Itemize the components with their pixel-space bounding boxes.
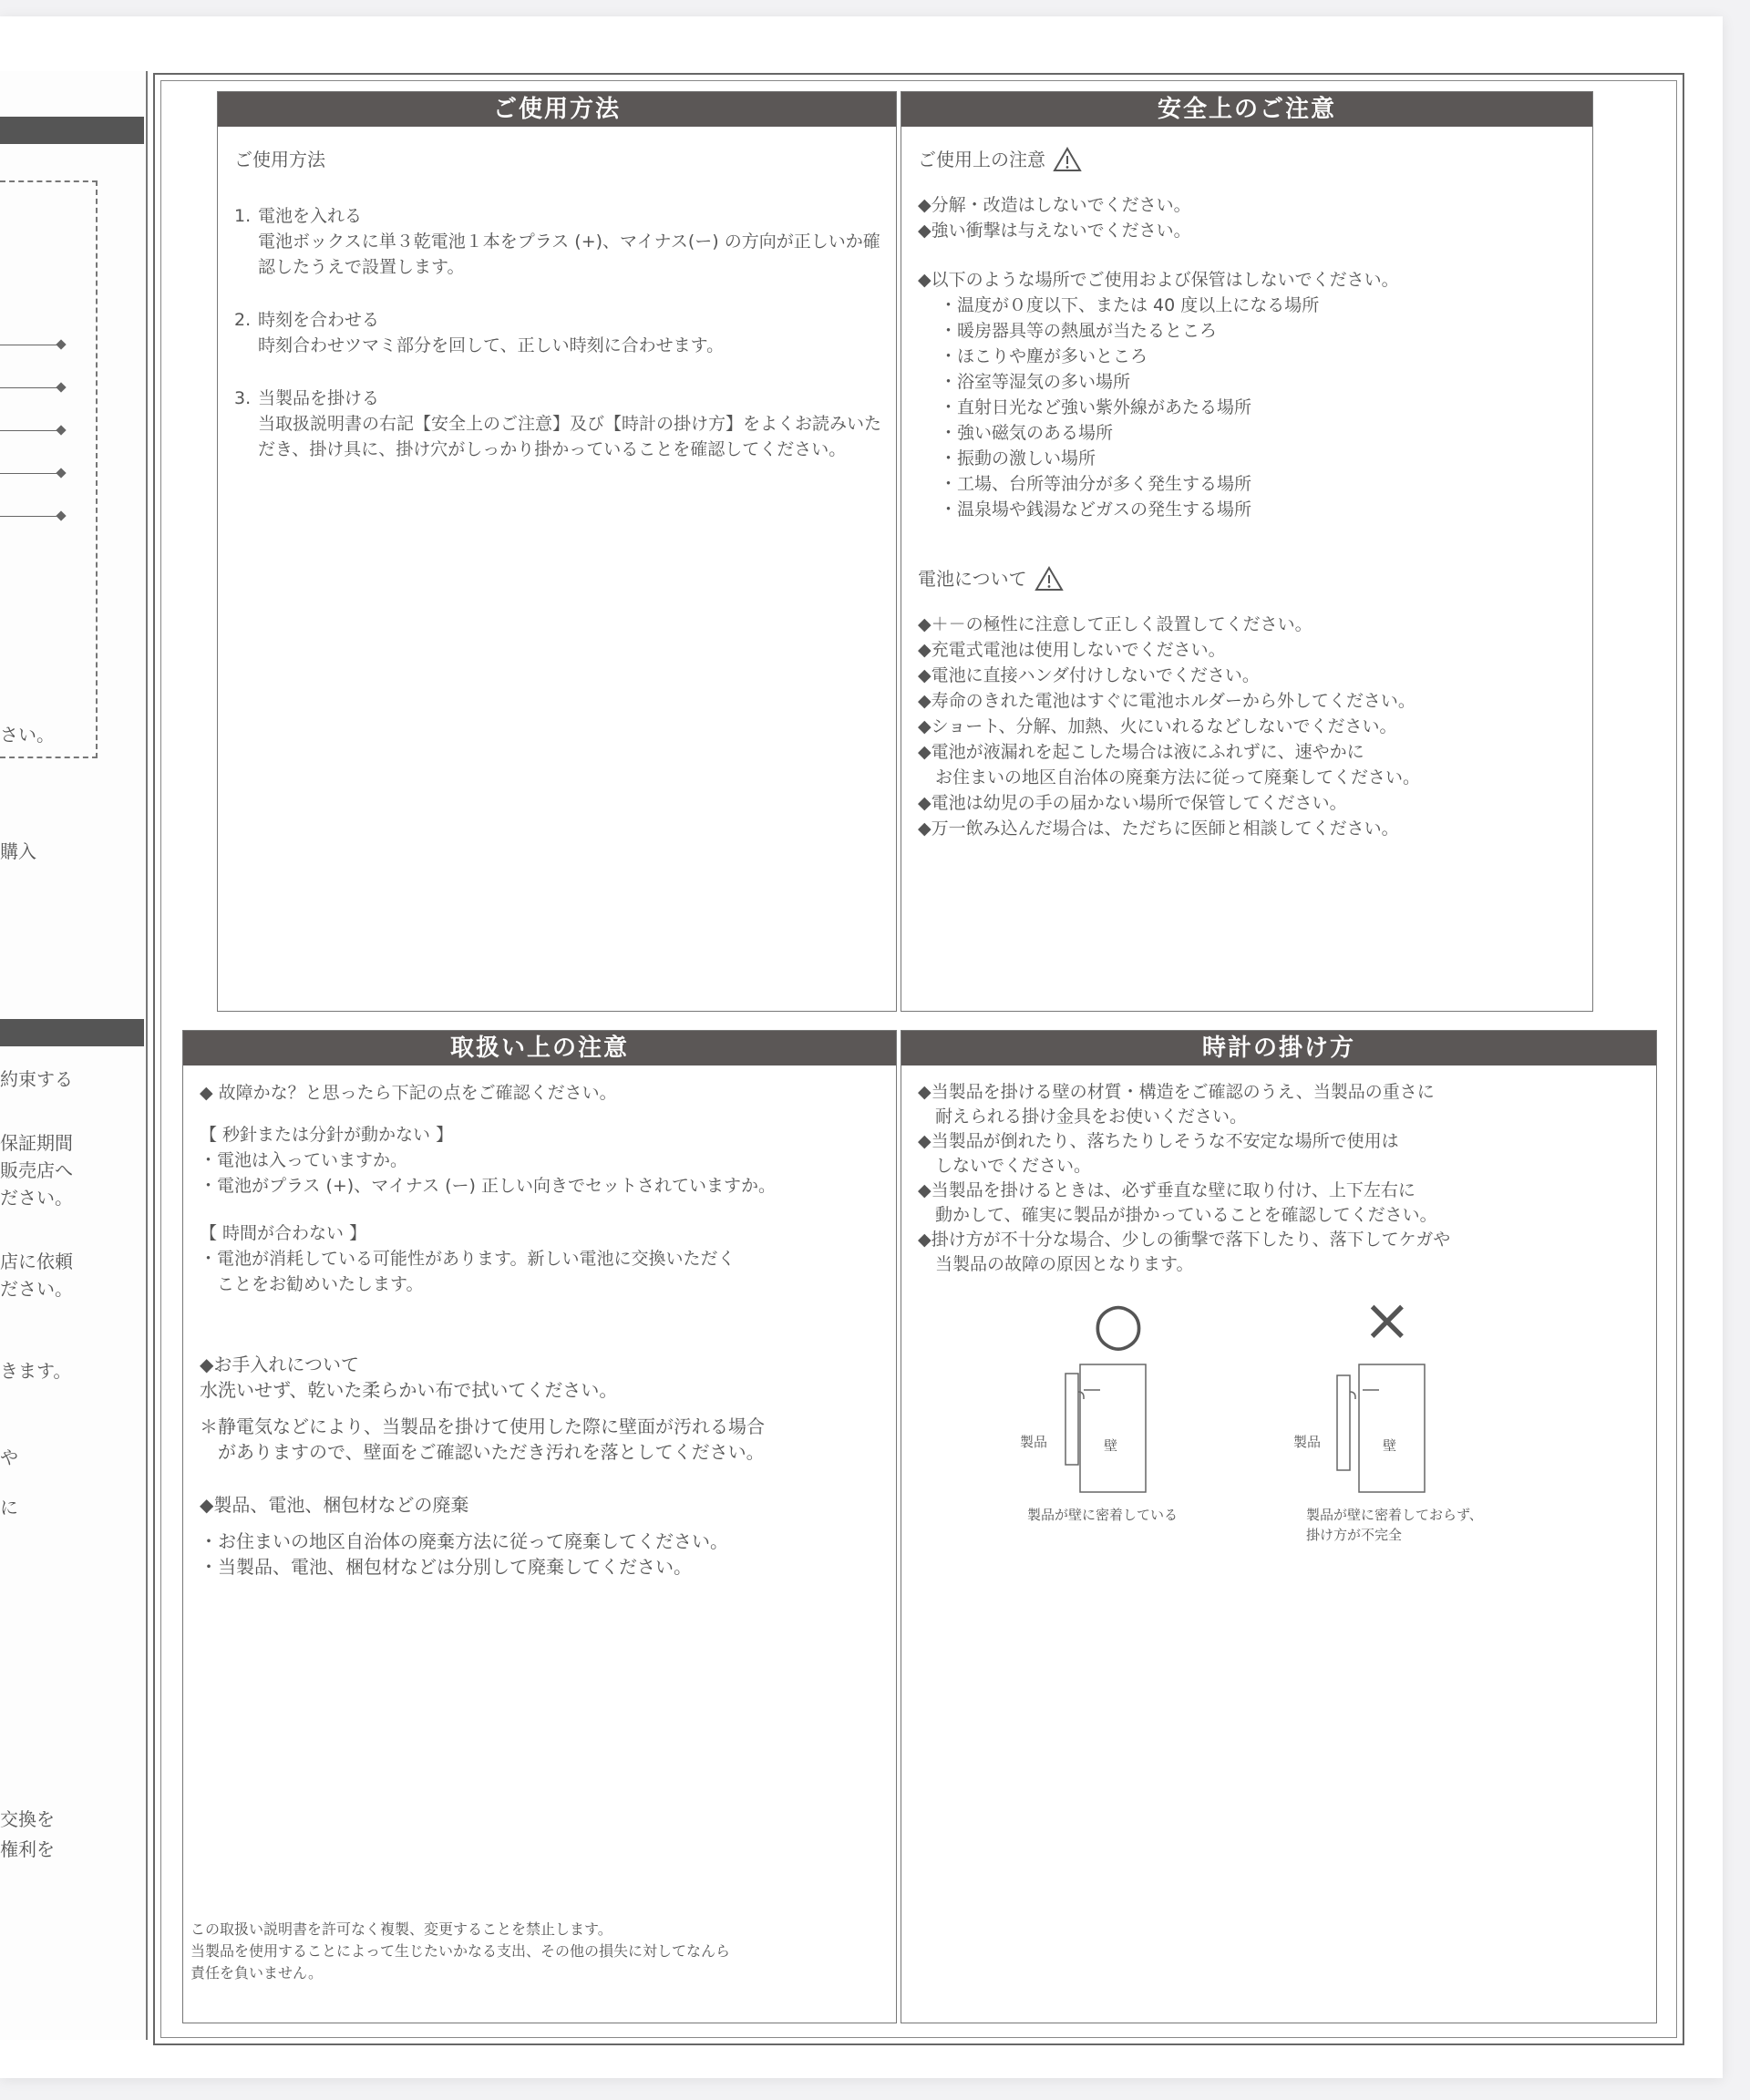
- left-fragment: 交換を: [0, 1808, 55, 1830]
- ng-caption-line: 製品が壁に密着しておらず、: [1306, 1507, 1483, 1523]
- disposal-title: ◆製品、電池、梱包材などの廃棄: [200, 1494, 469, 1516]
- step-description: 当取扱説明書の右記【安全上のご注意】及び【時計の掛け方】をよくお読みいただき、掛け具に、掛け穴がしっかり掛かっていることを確認してください。: [258, 414, 882, 459]
- safety-item: ◆分解・改造はしないでください。: [918, 195, 1191, 215]
- case-title: 【 秒針または分針が動かない 】: [200, 1125, 454, 1145]
- left-fragment: 保証期間: [0, 1132, 73, 1154]
- battery-item: ◆電池に直接ハンダ付けしないでください。: [918, 665, 1260, 685]
- ok-mark: ○: [1093, 1291, 1144, 1358]
- usage-subtitle: ご使用方法: [234, 149, 325, 170]
- dashed-box: [0, 180, 98, 758]
- left-fragment: ださい。: [0, 1187, 73, 1209]
- correct-mount-diagram: [1020, 1291, 1293, 1569]
- usage-step: [234, 307, 885, 358]
- disposal-item: ・当製品、電池、梱包材などは分別して廃棄してください。: [200, 1556, 692, 1578]
- ng-caption: [1306, 1505, 1483, 1545]
- left-fragment: 約束する: [0, 1068, 73, 1090]
- wall-label: 壁: [1104, 1437, 1118, 1454]
- warning-icon: [1053, 147, 1082, 172]
- ng-caption-line: 掛け方が不完全: [1306, 1527, 1403, 1543]
- safety-header: 安全上のご注意: [901, 92, 1592, 127]
- step-number: 2.: [234, 310, 252, 330]
- left-fragment: 販売店へ: [0, 1159, 73, 1181]
- place-item: ・振動の激しい場所: [940, 448, 1096, 468]
- step-title: 時刻を合わせる: [258, 310, 380, 330]
- disclaimer-line: 責任を負いません。: [190, 1964, 323, 1982]
- step-description: 時刻合わせツマミ部分を回して、正しい時刻に合わせます。: [258, 335, 725, 355]
- leader-line: [0, 473, 62, 474]
- hanging-item: ◆掛け方が不十分な場合、少しの衝撃で落下したり、落下してケガや: [918, 1230, 1451, 1250]
- left-header-bar: [0, 117, 144, 144]
- left-fragment: 購入: [0, 840, 36, 862]
- safety-panel: [901, 91, 1593, 1012]
- handling-header: 取扱い上の注意: [183, 1031, 896, 1065]
- care-note: がありますので、壁面をご確認いただき汚れを落としてください。: [200, 1441, 765, 1463]
- ng-mark: ×: [1363, 1287, 1412, 1354]
- left-header-bar: [0, 1019, 144, 1046]
- place-item: ・ほこりや塵が多いところ: [940, 346, 1148, 366]
- hanging-item: ◆当製品を掛けるときは、必ず垂直な壁に取り付け、上下左右に: [918, 1180, 1415, 1200]
- care-text: 水洗いせず、乾いた柔らかい布で拭いてください。: [200, 1379, 618, 1401]
- hanging-item: 耐えられる掛け金具をお使いください。: [918, 1107, 1248, 1127]
- disclaimer-line: この取扱い説明書を許可なく複製、変更することを禁止します。: [190, 1920, 612, 1938]
- battery-item: ◆寿命のきれた電池はすぐに電池ホルダーから外してください。: [918, 691, 1415, 711]
- step-description: 電池ボックスに単３乾電池１本をプラス (+)、マイナス(ー) の方向が正しいか確認したうえで設置します。: [258, 232, 880, 277]
- step-number: 3.: [234, 388, 252, 408]
- place-item: ・暖房器具等の熱風が当たるところ: [940, 321, 1218, 341]
- case-item: ことをお勧めいたします。: [200, 1274, 424, 1294]
- wall-mount-illustration: [1293, 1359, 1494, 1505]
- place-item: ・直射日光など強い紫外線があたる場所: [940, 397, 1252, 417]
- left-fragment: 権利を: [0, 1838, 55, 1860]
- disclaimer: [190, 1919, 730, 1984]
- left-fragment: きます。: [0, 1360, 72, 1382]
- left-fragment: 店に依頼: [0, 1251, 73, 1272]
- left-fragment: ださい。: [0, 1278, 73, 1300]
- battery-title: 電池について: [918, 568, 1027, 590]
- incorrect-mount-diagram: [1293, 1287, 1567, 1569]
- hanging-item: 動かして、確実に製品が掛かっていることを確認してください。: [918, 1205, 1437, 1225]
- case-item: ・電池が消耗している可能性があります。新しい電池に交換いただく: [200, 1249, 736, 1269]
- leader-line: [0, 430, 62, 431]
- battery-item: お住まいの地区自治体の廃棄方法に従って廃棄してください。: [918, 767, 1421, 788]
- instruction-sheet: [0, 16, 1723, 2078]
- left-fragment: に: [0, 1497, 18, 1518]
- usage-step: [234, 203, 885, 280]
- battery-item: ◆電池は幼児の手の届かない場所で保管してください。: [918, 793, 1347, 813]
- care-note: ＊静電気などにより、当製品を掛けて使用した際に壁面が汚れる場合: [200, 1415, 765, 1437]
- step-title: 当製品を掛ける: [258, 388, 380, 408]
- hanging-panel: [901, 1030, 1657, 2023]
- hanging-item: ◆当製品を掛ける壁の材質・構造をご確認のうえ、当製品の重さに: [918, 1082, 1435, 1102]
- place-item: ・浴室等湿気の多い場所: [940, 372, 1131, 392]
- trouble-title: ◆ 故障かな？と思ったら下記の点をご確認ください。: [200, 1083, 617, 1103]
- case-item: ・電池がプラス (+)、マイナス (ー) 正しい向きでセットされていますか。: [200, 1176, 776, 1196]
- safety-item: ◆強い衝撃は与えないでください。: [918, 221, 1191, 241]
- panel-grid: [153, 73, 1684, 2045]
- hanging-item: 当製品の故障の原因となります。: [918, 1254, 1194, 1274]
- hanging-item: ◆当製品が倒れたり、落ちたりしそうな不安定な場所で使用は: [918, 1131, 1399, 1151]
- usage-header: ご使用方法: [218, 92, 896, 127]
- case-title: 【 時間が合わない 】: [200, 1223, 367, 1243]
- disclaimer-line: 当製品を使用することによって生じたいかなる支出、その他の損失に対してなんら: [190, 1942, 731, 1960]
- caution-title: ご使用上の注意: [918, 149, 1045, 170]
- leader-line: [0, 516, 62, 517]
- ok-caption: 製品が壁に密着している: [1027, 1507, 1179, 1523]
- wall-mount-illustration: [1020, 1359, 1220, 1505]
- usage-step: [234, 386, 885, 462]
- care-title: ◆お手入れについて: [200, 1354, 359, 1375]
- left-fragment: さい。: [0, 724, 55, 746]
- product-label: 製品: [1020, 1434, 1048, 1450]
- place-item: ・工場、台所等油分が多く発生する場所: [940, 474, 1252, 494]
- left-folded-panel: [0, 71, 148, 2040]
- hanging-item: しないでください。: [918, 1156, 1092, 1176]
- battery-item: ◆充電式電池は使用しないでください。: [918, 640, 1226, 660]
- wall-label: 壁: [1383, 1437, 1397, 1454]
- battery-item: ◆＋－の極性に注意して正しく設置してください。: [918, 614, 1312, 634]
- product-label: 製品: [1293, 1434, 1322, 1450]
- left-fragment: や: [0, 1446, 18, 1468]
- disposal-item: ・お住まいの地区自治体の廃棄方法に従って廃棄してください。: [200, 1530, 728, 1552]
- place-item: ・強い磁気のある場所: [940, 423, 1114, 443]
- battery-item: ◆電池が液漏れを起こした場合は液にふれずに、速やかに: [918, 742, 1364, 762]
- warning-icon: [1035, 566, 1064, 592]
- handling-panel: [182, 1030, 897, 2023]
- places-title: ◆以下のような場所でご使用および保管はしないでください。: [918, 270, 1399, 290]
- hanging-header: 時計の掛け方: [901, 1031, 1656, 1065]
- battery-item: ◆万一飲み込んだ場合は、ただちに医師と相談してください。: [918, 818, 1399, 839]
- step-title: 電池を入れる: [258, 206, 363, 226]
- step-number: 1.: [234, 206, 252, 226]
- case-item: ・電池は入っていますか。: [200, 1150, 408, 1170]
- place-item: ・温泉場や銭湯などガスの発生する場所: [940, 499, 1252, 520]
- usage-panel: [217, 91, 897, 1012]
- battery-item: ◆ショート、分解、加熱、火にいれるなどしないでください。: [918, 716, 1397, 736]
- place-item: ・温度が０度以下、または 40 度以上になる場所: [940, 295, 1320, 315]
- leader-line: [0, 387, 62, 388]
